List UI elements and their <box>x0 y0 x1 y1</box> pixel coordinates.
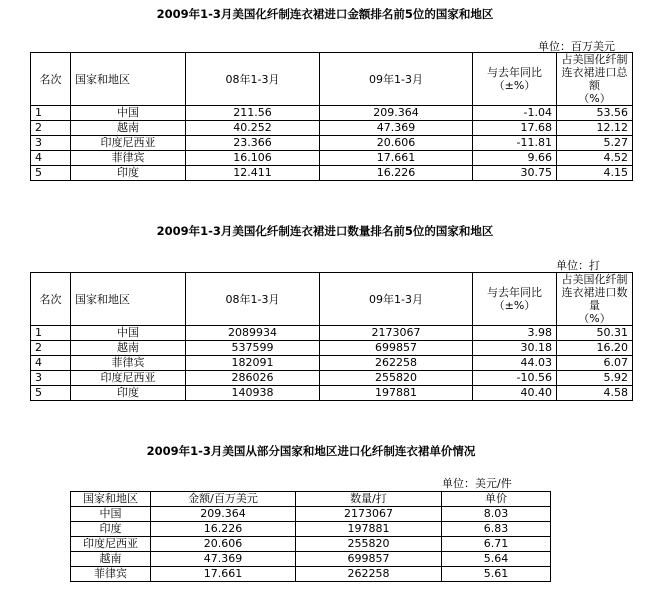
cell-share: 6.07 <box>557 356 633 371</box>
section1-unit: 单位：百万美元 <box>538 40 615 53</box>
cell-curr: 17.661 <box>320 151 473 166</box>
cell-prev: 12.411 <box>186 166 320 181</box>
header-unit-price: 单价 <box>442 492 551 507</box>
table-row <box>31 326 633 341</box>
header-share: 占美国化纤制连衣裙进口数量 （%） <box>557 273 633 326</box>
section2-table <box>30 272 633 401</box>
cell-rank: 3 <box>31 136 71 151</box>
table-header-row <box>71 492 551 507</box>
cell-unit-price: 5.64 <box>442 552 551 567</box>
cell-curr: 2173067 <box>320 326 473 341</box>
cell-region: 印度尼西亚 <box>71 371 186 386</box>
section1-table <box>30 52 633 181</box>
cell-quantity: 197881 <box>296 522 442 537</box>
cell-share: 5.27 <box>557 136 633 151</box>
cell-rank: 1 <box>31 326 71 341</box>
cell-region: 越南 <box>71 121 186 136</box>
cell-quantity: 699857 <box>296 552 442 567</box>
cell-rank: 5 <box>31 166 71 181</box>
table-row <box>31 386 633 401</box>
cell-prev: 140938 <box>186 386 320 401</box>
cell-yoy: -1.04 <box>473 106 557 121</box>
cell-region: 越南 <box>71 341 186 356</box>
cell-quantity: 255820 <box>296 537 442 552</box>
cell-prev: 286026 <box>186 371 320 386</box>
cell-share: 12.12 <box>557 121 633 136</box>
header-share: 占美国化纤制连衣裙进口总额 （%） <box>557 53 633 106</box>
cell-prev: 182091 <box>186 356 320 371</box>
table-header-row <box>31 53 633 106</box>
header-prev: 08年1-3月 <box>186 53 320 106</box>
table-row <box>71 537 551 552</box>
cell-curr: 262258 <box>320 356 473 371</box>
header-region: 国家和地区 <box>71 273 186 326</box>
table-row <box>31 106 633 121</box>
cell-amount: 209.364 <box>151 507 296 522</box>
cell-region: 菲律宾 <box>71 151 186 166</box>
header-yoy: 与去年同比 （±%） <box>473 53 557 106</box>
cell-share: 5.92 <box>557 371 633 386</box>
table-row <box>31 166 633 181</box>
header-curr: 09年1-3月 <box>320 273 473 326</box>
cell-region: 菲律宾 <box>71 356 186 371</box>
section2-title: 2009年1-3月美国化纤制连衣裙进口数量排名前5位的国家和地区 <box>156 224 494 238</box>
cell-yoy: 44.03 <box>473 356 557 371</box>
table-row <box>31 356 633 371</box>
table-row <box>71 522 551 537</box>
cell-prev: 23.366 <box>186 136 320 151</box>
header-yoy: 与去年同比 （±%） <box>473 273 557 326</box>
table-row <box>31 136 633 151</box>
cell-prev: 211.56 <box>186 106 320 121</box>
cell-yoy: -11.81 <box>473 136 557 151</box>
cell-amount: 17.661 <box>151 567 296 582</box>
header-prev: 08年1-3月 <box>186 273 320 326</box>
cell-yoy: 9.66 <box>473 151 557 166</box>
cell-curr: 16.226 <box>320 166 473 181</box>
header-quantity: 数量/打 <box>296 492 442 507</box>
cell-share: 50.31 <box>557 326 633 341</box>
cell-unit-price: 6.83 <box>442 522 551 537</box>
cell-quantity: 262258 <box>296 567 442 582</box>
cell-amount: 20.606 <box>151 537 296 552</box>
cell-curr: 47.369 <box>320 121 473 136</box>
cell-amount: 16.226 <box>151 522 296 537</box>
cell-region: 印度 <box>71 166 186 181</box>
cell-rank: 3 <box>31 371 71 386</box>
cell-rank: 5 <box>31 386 71 401</box>
table-row <box>71 552 551 567</box>
cell-region: 菲律宾 <box>71 567 151 582</box>
table-row <box>71 507 551 522</box>
cell-region: 印度尼西亚 <box>71 537 151 552</box>
cell-prev: 537599 <box>186 341 320 356</box>
cell-region: 中国 <box>71 326 186 341</box>
cell-share: 4.52 <box>557 151 633 166</box>
cell-rank: 4 <box>31 356 71 371</box>
cell-region: 中国 <box>71 106 186 121</box>
header-amount: 金额/百万美元 <box>151 492 296 507</box>
header-region: 国家和地区 <box>71 53 186 106</box>
cell-rank: 1 <box>31 106 71 121</box>
table-row <box>31 341 633 356</box>
cell-amount: 47.369 <box>151 552 296 567</box>
cell-unit-price: 8.03 <box>442 507 551 522</box>
cell-share: 4.15 <box>557 166 633 181</box>
header-rank: 名次 <box>31 53 71 106</box>
cell-prev: 40.252 <box>186 121 320 136</box>
table-header-row <box>31 273 633 326</box>
cell-yoy: 3.98 <box>473 326 557 341</box>
cell-curr: 20.606 <box>320 136 473 151</box>
section3-table <box>70 491 551 582</box>
cell-region: 印度 <box>71 522 151 537</box>
cell-yoy: 30.75 <box>473 166 557 181</box>
cell-region: 印度 <box>71 386 186 401</box>
cell-share: 53.56 <box>557 106 633 121</box>
cell-yoy: 40.40 <box>473 386 557 401</box>
cell-region: 中国 <box>71 507 151 522</box>
cell-yoy: -10.56 <box>473 371 557 386</box>
section3-unit: 单位：美元/件 <box>442 477 512 490</box>
cell-rank: 2 <box>31 121 71 136</box>
section1-title: 2009年1-3月美国化纤制连衣裙进口金额排名前5位的国家和地区 <box>156 7 494 21</box>
header-rank: 名次 <box>31 273 71 326</box>
cell-share: 16.20 <box>557 341 633 356</box>
cell-curr: 209.364 <box>320 106 473 121</box>
cell-unit-price: 6.71 <box>442 537 551 552</box>
cell-rank: 2 <box>31 341 71 356</box>
cell-yoy: 30.18 <box>473 341 557 356</box>
cell-quantity: 2173067 <box>296 507 442 522</box>
table-row <box>71 567 551 582</box>
cell-share: 4.58 <box>557 386 633 401</box>
cell-rank: 4 <box>31 151 71 166</box>
cell-yoy: 17.68 <box>473 121 557 136</box>
table-row <box>31 121 633 136</box>
section3-title: 2009年1-3月美国从部分国家和地区进口化纤制连衣裙单价情况 <box>146 444 476 458</box>
header-curr: 09年1-3月 <box>320 53 473 106</box>
table-row <box>31 371 633 386</box>
cell-region: 印度尼西亚 <box>71 136 186 151</box>
cell-prev: 16.106 <box>186 151 320 166</box>
cell-prev: 2089934 <box>186 326 320 341</box>
header-region: 国家和地区 <box>71 492 151 507</box>
cell-curr: 255820 <box>320 371 473 386</box>
cell-unit-price: 5.61 <box>442 567 551 582</box>
section2-unit: 单位：打 <box>556 259 600 272</box>
cell-curr: 197881 <box>320 386 473 401</box>
cell-region: 越南 <box>71 552 151 567</box>
cell-curr: 699857 <box>320 341 473 356</box>
table-row <box>31 151 633 166</box>
